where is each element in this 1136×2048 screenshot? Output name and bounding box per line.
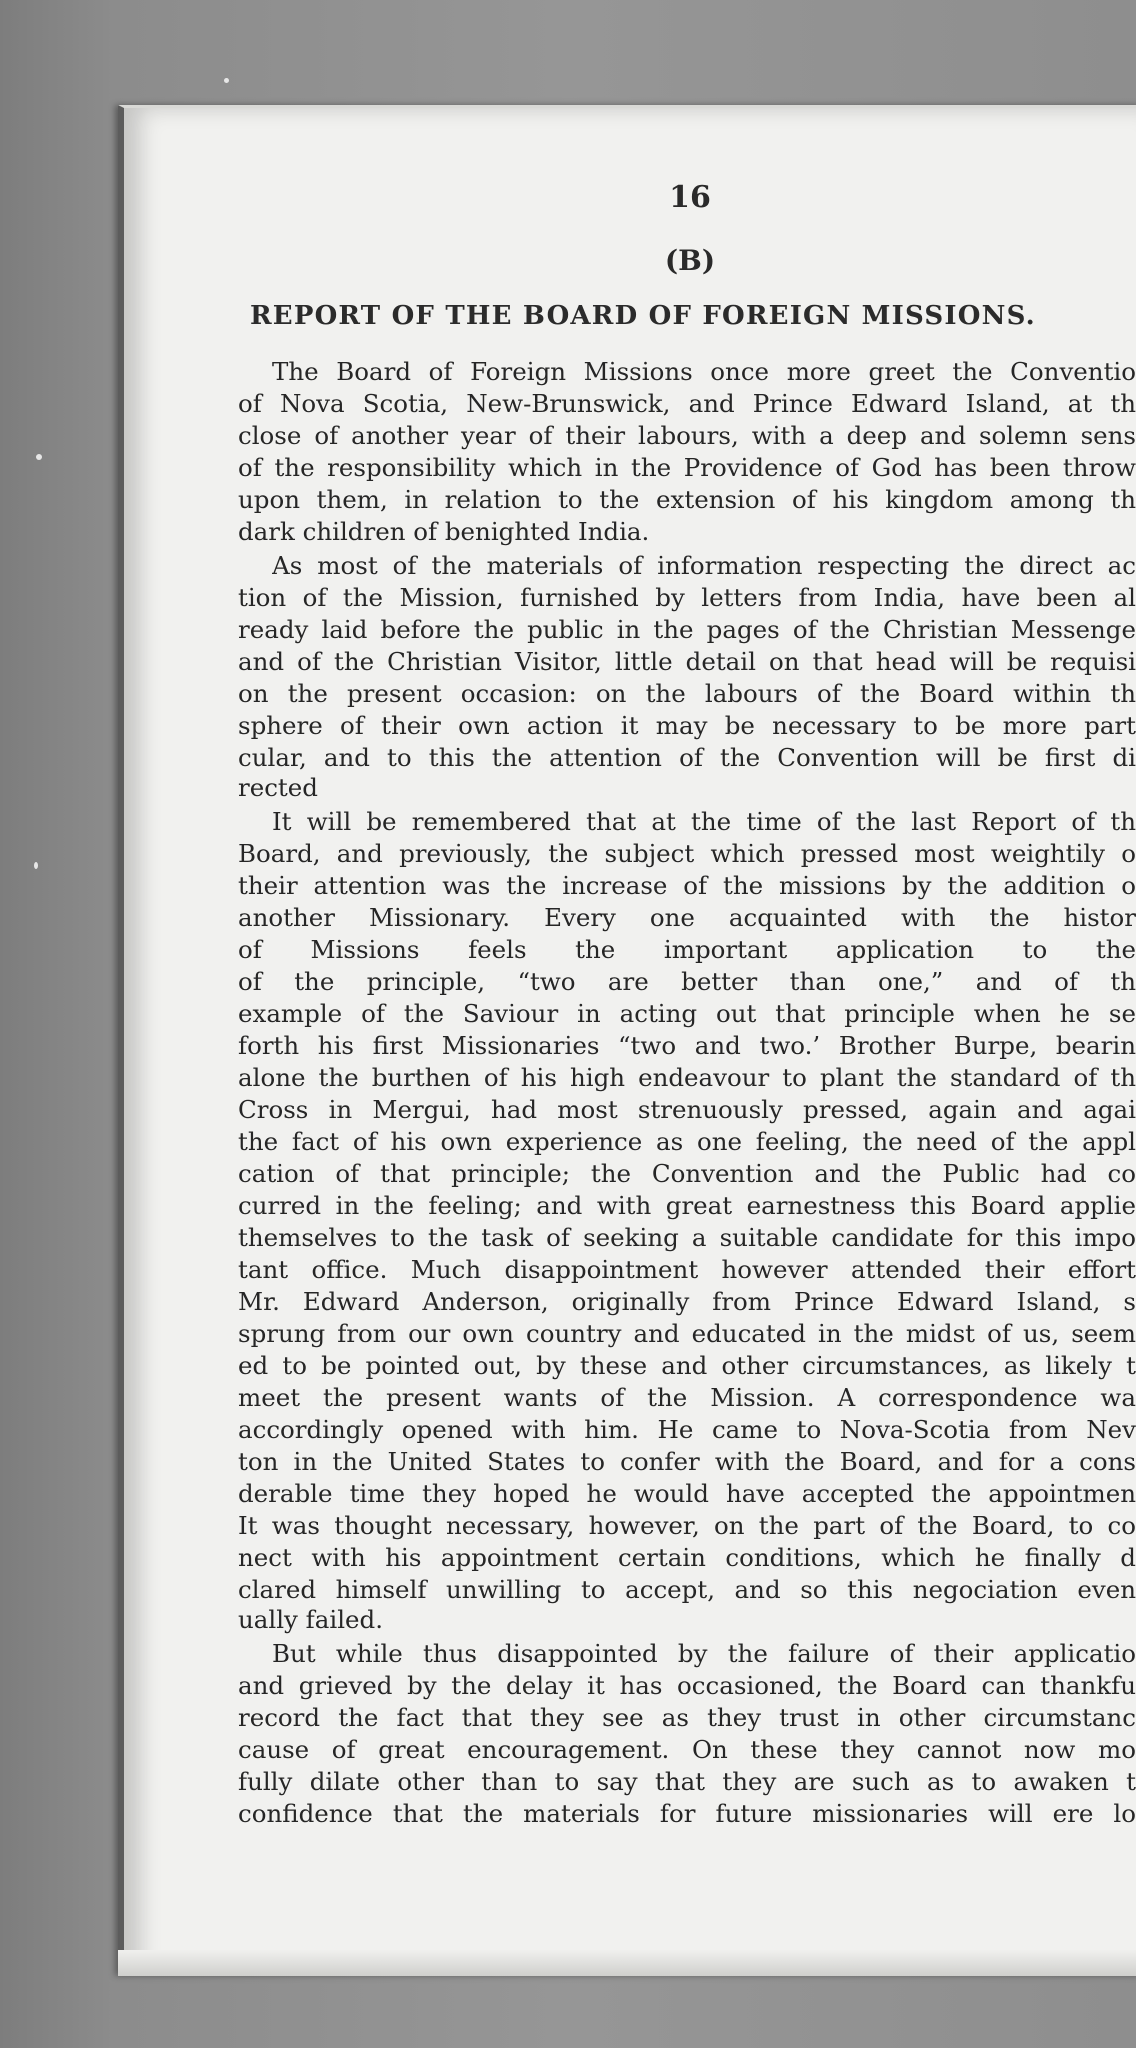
text-line: It will be remembered that at the time of the last Report of th: [272, 807, 1136, 836]
text-line: fully dilate other than to say that they are such as to awaken t: [238, 1767, 1136, 1796]
text-line: Board, and previously, the subject which pressed most weightily o: [238, 839, 1136, 868]
text-line: Cross in Mergui, had most strenuously pressed, again and agai: [238, 1095, 1136, 1124]
text-line: on the present occasion: on the labours of the Board within th: [238, 679, 1136, 708]
text-line: Mr. Edward Anderson, originally from Prince Edward Island, s: [238, 1287, 1136, 1316]
text-line: cular, and to this the attention of the Convention will be first di: [238, 743, 1136, 772]
text-line: cause of great encouragement. On these they cannot now mo: [238, 1735, 1136, 1764]
text-line: example of the Saviour in acting out that principle when he se: [238, 999, 1136, 1028]
text-line: sphere of their own action it may be necessary to be more part: [238, 711, 1136, 740]
text-line: But while thus disappointed by the failure of their applicatio: [272, 1639, 1136, 1668]
text-line: themselves to the task of seeking a suitable candidate for this impo: [238, 1223, 1136, 1252]
appendix-label: (B): [664, 244, 716, 277]
text-line: another Missionary. Every one acquainted with the histor: [238, 903, 1136, 932]
text-line: ed to be pointed out, by these and other circumstances, as likely t: [238, 1351, 1136, 1380]
dust-speck: [34, 862, 38, 869]
text-line: and of the Christian Visitor, little detail on that head will be requisi: [238, 647, 1136, 676]
text-line: meet the present wants of the Mission. A correspondence wa: [238, 1383, 1136, 1412]
text-line: their attention was the increase of the missions by the addition o: [238, 871, 1136, 900]
text-line: alone the burthen of his high endeavour to plant the standard of th: [238, 1063, 1136, 1092]
text-line: of the responsibility which in the Providence of God has been throw: [238, 453, 1136, 482]
dust-speck: [36, 454, 42, 460]
text-line: of the principle, “two are better than one,” and of th: [238, 967, 1136, 996]
text-line: ready laid before the public in the pages of the Christian Messenge: [238, 615, 1136, 644]
text-line: of Missions feels the important application to the: [238, 935, 1136, 964]
text-line: sprung from our own country and educated in the midst of us, seem: [238, 1319, 1136, 1348]
text-line: close of another year of their labours, with a deep and solemn sens: [238, 421, 1136, 450]
text-line: confidence that the materials for future missionaries will ere lo: [238, 1799, 1136, 1828]
text-line: record the fact that they see as they trust in other circumstanc: [238, 1703, 1136, 1732]
text-line: of Nova Scotia, New-Brunswick, and Prince Edward Island, at th: [238, 389, 1136, 418]
page-bottom-edge: [118, 1950, 1136, 1976]
text-line: the fact of his own experience as one feeling, the need of the appl: [238, 1127, 1136, 1156]
text-line: dark children of benighted India.: [238, 517, 650, 546]
text-line: and grieved by the delay it has occasioned, the Board can thankfu: [238, 1671, 1136, 1700]
text-line: cation of that principle; the Convention and the Public had co: [238, 1159, 1136, 1188]
text-line: tion of the Mission, furnished by letters from India, have been al: [238, 583, 1136, 612]
text-line: As most of the materials of information respecting the direct ac: [272, 551, 1136, 580]
text-line: ton in the United States to confer with the Board, and for a cons: [238, 1447, 1136, 1476]
page-number: 16: [669, 180, 711, 215]
text-line: rected: [238, 773, 318, 802]
text-line: clared himself unwilling to accept, and so this negociation even: [238, 1575, 1136, 1604]
text-line: The Board of Foreign Missions once more greet the Conventio: [272, 357, 1136, 386]
text-line: accordingly opened with him. He came to Nova-Scotia from Nev: [238, 1415, 1136, 1444]
text-line: forth his first Missionaries “two and two.’ Brother Burpe, bearin: [238, 1031, 1136, 1060]
text-line: ually failed.: [238, 1605, 384, 1634]
report-title: REPORT OF THE BOARD OF FOREIGN MISSIONS.: [250, 301, 1036, 331]
text-line: nect with his appointment certain conditions, which he finally d: [238, 1543, 1136, 1572]
text-line: It was thought necessary, however, on the part of the Board, to co: [238, 1511, 1136, 1540]
dust-speck: [224, 78, 229, 83]
text-line: upon them, in relation to the extension of his kingdom among th: [238, 485, 1136, 514]
text-line: curred in the feeling; and with great earnestness this Board applie: [238, 1191, 1136, 1220]
text-line: derable time they hoped he would have accepted the appointmen: [238, 1479, 1136, 1508]
text-line: tant office. Much disappointment however attended their effort: [238, 1255, 1136, 1284]
